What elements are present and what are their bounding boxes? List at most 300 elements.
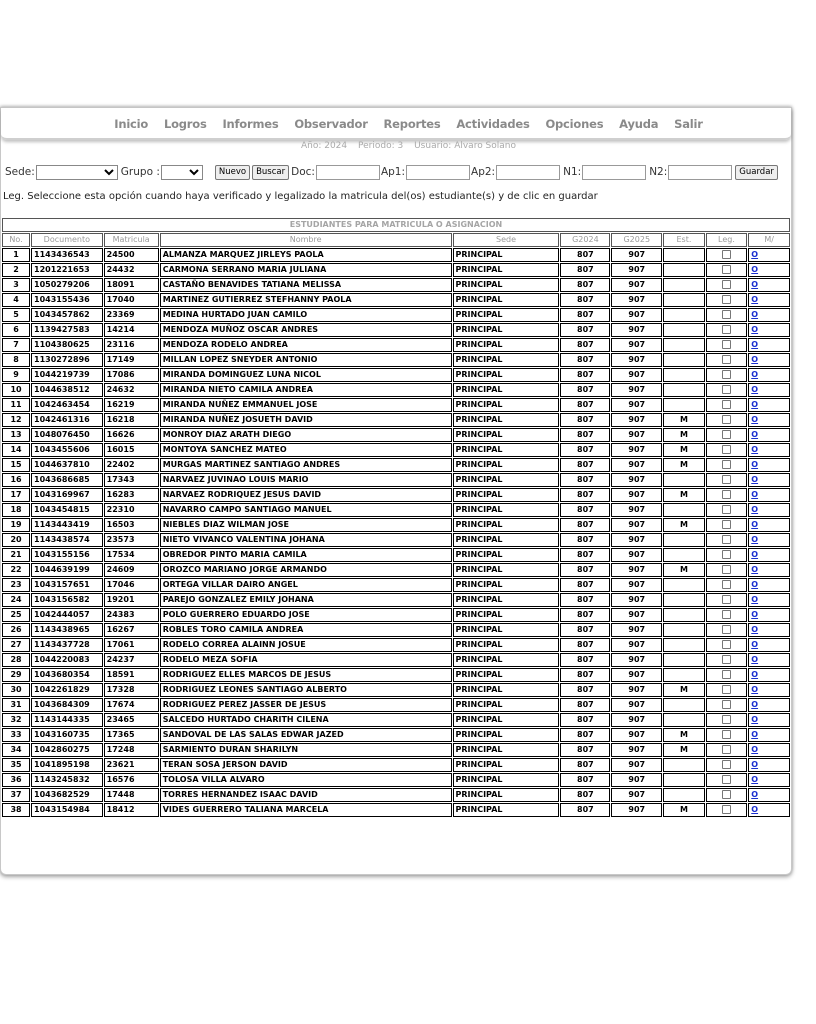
row-action-link[interactable]: O: [751, 580, 759, 589]
leg-checkbox[interactable]: [722, 730, 731, 739]
action-cell: [748, 638, 790, 652]
documento-cell: 1043154984: [31, 803, 103, 817]
grupo-select[interactable]: [161, 165, 203, 180]
sede-cell: PRINCIPAL: [453, 788, 560, 802]
nav-observador[interactable]: Observador: [294, 117, 368, 131]
row-action-link[interactable]: O: [751, 535, 759, 544]
action-cell: [748, 683, 790, 697]
leg-checkbox[interactable]: [722, 490, 731, 499]
leg-checkbox[interactable]: [722, 640, 731, 649]
sede-cell: PRINCIPAL: [453, 593, 560, 607]
row-action-link[interactable]: O: [751, 610, 759, 619]
table-row: [2, 368, 790, 382]
column-header: Nombre: [160, 233, 452, 247]
leg-instruction: Leg. Seleccione esta opción cuando haya verificado y legalizado la matricula del(os) estudiante(s) y de clic en guardar: [3, 191, 598, 202]
leg-checkbox[interactable]: [722, 250, 731, 259]
row-action-link[interactable]: O: [751, 565, 759, 574]
nombre-cell: SANDOVAL DE LAS SALAS EDWAR JAZED: [160, 728, 452, 742]
documento-cell: 1048076450: [31, 428, 103, 442]
row-action-link[interactable]: O: [751, 490, 759, 499]
row-number: 3: [2, 278, 30, 292]
g2025-cell: 907: [611, 383, 662, 397]
nombre-cell: MONROY DIAZ ARATH DIEGO: [160, 428, 452, 442]
guardar-button[interactable]: Guardar: [735, 165, 778, 180]
matricula-cell: 24500: [104, 248, 159, 262]
row-number: 32: [2, 713, 30, 727]
documento-cell: 1104380625: [31, 338, 103, 352]
session-info: [1, 141, 816, 151]
sede-cell: PRINCIPAL: [453, 263, 560, 277]
leg-cell: [706, 323, 748, 337]
table-row: [2, 668, 790, 682]
action-cell: [748, 698, 790, 712]
row-action-link[interactable]: O: [751, 445, 759, 454]
row-action-link[interactable]: O: [751, 280, 759, 289]
matricula-cell: 23369: [104, 308, 159, 322]
documento-cell: 1043680354: [31, 668, 103, 682]
documento-cell: 1044638512: [31, 383, 103, 397]
row-action-link[interactable]: O: [751, 805, 759, 814]
action-cell: [748, 668, 790, 682]
action-cell: [748, 323, 790, 337]
action-cell: [748, 518, 790, 532]
n1-label: N1:: [563, 166, 582, 178]
matricula-cell: 24632: [104, 383, 159, 397]
nav-logros[interactable]: Logros: [163, 117, 207, 131]
leg-checkbox[interactable]: [722, 595, 731, 604]
g2024-cell: 807: [560, 668, 610, 682]
table-row: [2, 608, 790, 622]
matricula-cell: 16267: [104, 623, 159, 637]
row-action-link[interactable]: O: [751, 775, 759, 784]
g2025-cell: 907: [611, 698, 662, 712]
row-action-link[interactable]: O: [751, 355, 759, 364]
row-action-link[interactable]: O: [751, 670, 759, 679]
row-number: 31: [2, 698, 30, 712]
table-row: [2, 263, 790, 277]
est-cell: [663, 788, 705, 802]
table-row: [2, 518, 790, 532]
matricula-cell: 23465: [104, 713, 159, 727]
est-cell: M: [663, 743, 705, 757]
leg-checkbox[interactable]: [722, 400, 731, 409]
matricula-cell: 18091: [104, 278, 159, 292]
row-number: 13: [2, 428, 30, 442]
g2024-cell: 807: [560, 398, 610, 412]
row-number: 24: [2, 593, 30, 607]
leg-checkbox[interactable]: [722, 325, 731, 334]
leg-checkbox[interactable]: [722, 295, 731, 304]
matricula-cell: 18412: [104, 803, 159, 817]
g2024-cell: 807: [560, 608, 610, 622]
nombre-cell: RODRIGUEZ LEONES SANTIAGO ALBERTO: [160, 683, 452, 697]
documento-cell: 1043155156: [31, 548, 103, 562]
nombre-cell: NIETO VIVANCO VALENTINA JOHANA: [160, 533, 452, 547]
column-header: M/: [748, 233, 790, 247]
ap1-input[interactable]: [406, 165, 470, 180]
sede-cell: PRINCIPAL: [453, 338, 560, 352]
row-number: 27: [2, 638, 30, 652]
row-action-link[interactable]: O: [751, 250, 759, 259]
leg-cell: [706, 713, 748, 727]
g2025-cell: 907: [611, 473, 662, 487]
g2025-cell: 907: [611, 758, 662, 772]
leg-checkbox[interactable]: [722, 805, 731, 814]
action-cell: [748, 338, 790, 352]
est-cell: [663, 308, 705, 322]
table-header-row: [2, 233, 790, 247]
row-action-link[interactable]: O: [751, 655, 759, 664]
row-action-link[interactable]: O: [751, 595, 759, 604]
est-cell: [663, 353, 705, 367]
leg-checkbox[interactable]: [722, 355, 731, 364]
row-action-link[interactable]: O: [751, 745, 759, 754]
students-table: [1, 217, 791, 818]
nombre-cell: MIRANDA DOMINGUEZ LUNA NICOL: [160, 368, 452, 382]
matricula-cell: 17674: [104, 698, 159, 712]
matricula-cell: 16576: [104, 773, 159, 787]
nav-ayuda[interactable]: Ayuda: [619, 117, 659, 131]
table-row: [2, 698, 790, 712]
g2025-cell: 907: [611, 773, 662, 787]
g2025-cell: 907: [611, 578, 662, 592]
leg-cell: [706, 413, 748, 427]
row-number: 38: [2, 803, 30, 817]
documento-cell: 1139427583: [31, 323, 103, 337]
table-row: [2, 443, 790, 457]
table-row: [2, 428, 790, 442]
row-action-link[interactable]: O: [751, 730, 759, 739]
doc-input[interactable]: [316, 165, 380, 180]
sede-cell: PRINCIPAL: [453, 488, 560, 502]
leg-checkbox[interactable]: [722, 580, 731, 589]
leg-checkbox[interactable]: [722, 700, 731, 709]
row-action-link[interactable]: O: [751, 625, 759, 634]
action-cell: [748, 623, 790, 637]
sede-cell: PRINCIPAL: [453, 278, 560, 292]
leg-cell: [706, 593, 748, 607]
sede-select[interactable]: [36, 165, 118, 180]
est-cell: M: [663, 728, 705, 742]
documento-cell: 1043686685: [31, 473, 103, 487]
g2024-cell: 807: [560, 548, 610, 562]
leg-checkbox[interactable]: [722, 550, 731, 559]
leg-checkbox[interactable]: [722, 475, 731, 484]
leg-checkbox[interactable]: [722, 280, 731, 289]
buscar-button[interactable]: Buscar: [252, 165, 289, 180]
action-cell: [748, 248, 790, 262]
row-action-link[interactable]: O: [751, 340, 759, 349]
g2025-cell: 907: [611, 653, 662, 667]
sede-cell: PRINCIPAL: [453, 548, 560, 562]
est-cell: [663, 773, 705, 787]
nav-salir[interactable]: Salir: [674, 117, 703, 131]
g2024-cell: 807: [560, 503, 610, 517]
nombre-cell: SARMIENTO DURAN SHARILYN: [160, 743, 452, 757]
g2024-cell: 807: [560, 293, 610, 307]
table-row: [2, 383, 790, 397]
table-row: [2, 323, 790, 337]
leg-cell: [706, 758, 748, 772]
column-header: G2024: [560, 233, 610, 247]
nombre-cell: RODRIGUEZ ELLES MARCOS DE JESUS: [160, 668, 452, 682]
est-cell: [663, 668, 705, 682]
nombre-cell: MENDOZA MUÑOZ OSCAR ANDRES: [160, 323, 452, 337]
leg-checkbox[interactable]: [722, 445, 731, 454]
est-cell: [663, 698, 705, 712]
leg-cell: [706, 383, 748, 397]
row-action-link[interactable]: O: [751, 700, 759, 709]
table-row: [2, 593, 790, 607]
action-cell: [748, 413, 790, 427]
nav-opciones[interactable]: Opciones: [545, 117, 604, 131]
est-cell: [663, 593, 705, 607]
leg-checkbox[interactable]: [722, 415, 731, 424]
nombre-cell: MIRANDA NUÑEZ JOSUETH DAVID: [160, 413, 452, 427]
action-cell: [748, 608, 790, 622]
g2025-cell: 907: [611, 683, 662, 697]
leg-cell: [706, 533, 748, 547]
action-cell: [748, 383, 790, 397]
nombre-cell: RODELO CORREA ALAINN JOSUE: [160, 638, 452, 652]
est-cell: M: [663, 443, 705, 457]
g2025-cell: 907: [611, 353, 662, 367]
documento-cell: 1201221653: [31, 263, 103, 277]
leg-checkbox[interactable]: [722, 430, 731, 439]
sede-cell: PRINCIPAL: [453, 578, 560, 592]
leg-cell: [706, 623, 748, 637]
row-action-link[interactable]: O: [751, 460, 759, 469]
leg-checkbox[interactable]: [722, 385, 731, 394]
leg-checkbox[interactable]: [722, 685, 731, 694]
leg-checkbox[interactable]: [722, 505, 731, 514]
table-row: [2, 623, 790, 637]
g2025-cell: 907: [611, 593, 662, 607]
table-row: [2, 638, 790, 652]
nombre-cell: MARTINEZ GUTIERREZ STEFHANNY PAOLA: [160, 293, 452, 307]
row-number: 7: [2, 338, 30, 352]
leg-cell: [706, 563, 748, 577]
column-header: G2025: [611, 233, 662, 247]
documento-cell: 1042461316: [31, 413, 103, 427]
g2025-cell: 907: [611, 248, 662, 262]
g2025-cell: 907: [611, 533, 662, 547]
sede-cell: PRINCIPAL: [453, 503, 560, 517]
matricula-cell: 17343: [104, 473, 159, 487]
row-action-link[interactable]: O: [751, 550, 759, 559]
leg-checkbox[interactable]: [722, 790, 731, 799]
row-number: 2: [2, 263, 30, 277]
matricula-cell: 16218: [104, 413, 159, 427]
table-row: [2, 473, 790, 487]
action-cell: [748, 263, 790, 277]
nombre-cell: CASTAÑO BENAVIDES TATIANA MELISSA: [160, 278, 452, 292]
leg-checkbox[interactable]: [722, 460, 731, 469]
leg-checkbox[interactable]: [722, 775, 731, 784]
table-caption: ESTUDIANTES PARA MATRICULA O ASIGNACION: [2, 218, 790, 232]
row-action-link[interactable]: O: [751, 430, 759, 439]
sede-cell: PRINCIPAL: [453, 563, 560, 577]
sede-cell: PRINCIPAL: [453, 698, 560, 712]
g2024-cell: 807: [560, 698, 610, 712]
sede-cell: PRINCIPAL: [453, 308, 560, 322]
action-cell: [748, 533, 790, 547]
sede-cell: PRINCIPAL: [453, 608, 560, 622]
g2024-cell: 807: [560, 638, 610, 652]
sede-cell: PRINCIPAL: [453, 713, 560, 727]
sede-cell: PRINCIPAL: [453, 653, 560, 667]
matricula-cell: 18591: [104, 668, 159, 682]
row-number: 37: [2, 788, 30, 802]
est-cell: [663, 758, 705, 772]
leg-checkbox[interactable]: [722, 520, 731, 529]
sede-cell: PRINCIPAL: [453, 458, 560, 472]
row-action-link[interactable]: O: [751, 640, 759, 649]
row-action-link[interactable]: O: [751, 505, 759, 514]
row-number: 1: [2, 248, 30, 262]
sede-cell: PRINCIPAL: [453, 533, 560, 547]
documento-cell: 1043157651: [31, 578, 103, 592]
n2-label: N2:: [649, 166, 668, 178]
ap2-input[interactable]: [496, 165, 560, 180]
nombre-cell: ALMANZA MARQUEZ JIRLEYS PAOLA: [160, 248, 452, 262]
leg-checkbox[interactable]: [722, 565, 731, 574]
leg-checkbox[interactable]: [722, 670, 731, 679]
nuevo-button[interactable]: Nuevo: [215, 165, 250, 180]
action-cell: [748, 398, 790, 412]
g2024-cell: 807: [560, 368, 610, 382]
matricula-cell: 17248: [104, 743, 159, 757]
row-action-link[interactable]: O: [751, 325, 759, 334]
g2024-cell: 807: [560, 473, 610, 487]
row-action-link[interactable]: O: [751, 400, 759, 409]
column-header: Est.: [663, 233, 705, 247]
documento-cell: 1042860275: [31, 743, 103, 757]
est-cell: [663, 578, 705, 592]
leg-checkbox[interactable]: [722, 625, 731, 634]
action-cell: [748, 458, 790, 472]
g2024-cell: 807: [560, 593, 610, 607]
leg-checkbox[interactable]: [722, 610, 731, 619]
leg-cell: [706, 263, 748, 277]
leg-cell: [706, 728, 748, 742]
documento-cell: 1042261829: [31, 683, 103, 697]
row-action-link[interactable]: O: [751, 760, 759, 769]
row-number: 22: [2, 563, 30, 577]
documento-cell: 1143438965: [31, 623, 103, 637]
table-row: [2, 458, 790, 472]
matricula-cell: 23621: [104, 758, 159, 772]
documento-cell: 1043457862: [31, 308, 103, 322]
leg-checkbox[interactable]: [722, 370, 731, 379]
row-number: 35: [2, 758, 30, 772]
row-action-link[interactable]: O: [751, 295, 759, 304]
row-action-link[interactable]: O: [751, 715, 759, 724]
row-number: 21: [2, 548, 30, 562]
leg-checkbox[interactable]: [722, 715, 731, 724]
g2025-cell: 907: [611, 263, 662, 277]
g2025-cell: 907: [611, 743, 662, 757]
g2025-cell: 907: [611, 428, 662, 442]
leg-cell: [706, 248, 748, 262]
g2024-cell: 807: [560, 308, 610, 322]
sede-cell: PRINCIPAL: [453, 518, 560, 532]
row-number: 8: [2, 353, 30, 367]
g2025-cell: 907: [611, 803, 662, 817]
leg-checkbox[interactable]: [722, 265, 731, 274]
nombre-cell: CARMONA SERRANO MARIA JULIANA: [160, 263, 452, 277]
period-label: Periodo: 3: [358, 141, 404, 151]
nav-informes[interactable]: Informes: [222, 117, 279, 131]
est-cell: [663, 293, 705, 307]
matricula-cell: 16626: [104, 428, 159, 442]
row-action-link[interactable]: O: [751, 265, 759, 274]
leg-checkbox[interactable]: [722, 655, 731, 664]
g2025-cell: 907: [611, 458, 662, 472]
table-row: [2, 548, 790, 562]
nav-reportes[interactable]: Reportes: [383, 117, 441, 131]
sede-cell: PRINCIPAL: [453, 248, 560, 262]
table-row: [2, 338, 790, 352]
leg-cell: [706, 608, 748, 622]
table-row: [2, 788, 790, 802]
row-action-link[interactable]: O: [751, 475, 759, 484]
documento-cell: 1143437728: [31, 638, 103, 652]
g2025-cell: 907: [611, 788, 662, 802]
leg-checkbox[interactable]: [722, 340, 731, 349]
row-action-link[interactable]: O: [751, 415, 759, 424]
action-cell: [748, 278, 790, 292]
g2025-cell: 907: [611, 548, 662, 562]
row-action-link[interactable]: O: [751, 385, 759, 394]
est-cell: M: [663, 683, 705, 697]
g2024-cell: 807: [560, 728, 610, 742]
n2-input[interactable]: [668, 165, 732, 180]
g2025-cell: 907: [611, 443, 662, 457]
user-label: Usuario: Alvaro Solano: [414, 141, 517, 151]
leg-cell: [706, 788, 748, 802]
main-panel: [0, 107, 792, 875]
n1-input[interactable]: [582, 165, 646, 180]
nav-actividades[interactable]: Actividades: [456, 117, 530, 131]
leg-checkbox[interactable]: [722, 535, 731, 544]
nav-inicio[interactable]: Inicio: [114, 117, 149, 131]
matricula-cell: 14214: [104, 323, 159, 337]
row-number: 18: [2, 503, 30, 517]
leg-checkbox[interactable]: [722, 745, 731, 754]
g2025-cell: 907: [611, 503, 662, 517]
row-action-link[interactable]: O: [751, 520, 759, 529]
leg-checkbox[interactable]: [722, 310, 731, 319]
row-action-link[interactable]: O: [751, 790, 759, 799]
nombre-cell: MENDOZA RODELO ANDREA: [160, 338, 452, 352]
row-action-link[interactable]: O: [751, 310, 759, 319]
column-header: Documento: [31, 233, 103, 247]
leg-checkbox[interactable]: [722, 760, 731, 769]
est-cell: [663, 548, 705, 562]
row-number: 26: [2, 623, 30, 637]
row-action-link[interactable]: O: [751, 685, 759, 694]
row-number: 25: [2, 608, 30, 622]
row-number: 34: [2, 743, 30, 757]
matricula-cell: 17061: [104, 638, 159, 652]
nombre-cell: VIDES GUERRERO TALIANA MARCELA: [160, 803, 452, 817]
row-action-link[interactable]: O: [751, 370, 759, 379]
est-cell: [663, 338, 705, 352]
g2024-cell: 807: [560, 248, 610, 262]
action-cell: [748, 353, 790, 367]
g2025-cell: 907: [611, 713, 662, 727]
